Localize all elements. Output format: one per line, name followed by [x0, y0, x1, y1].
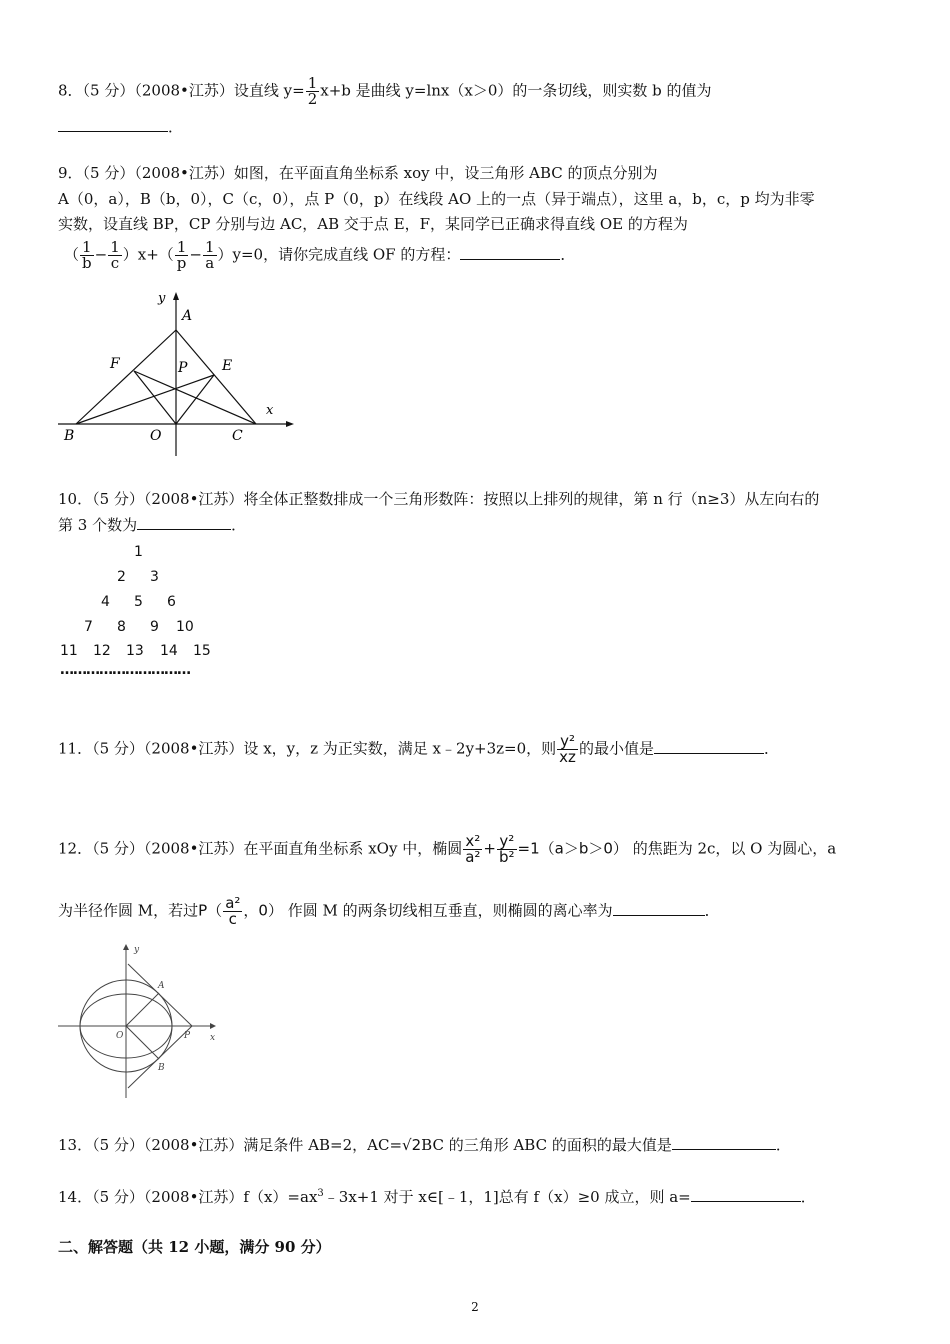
q8-answer-line: ．	[58, 116, 183, 137]
question-12-line2: 为半径作圆 M，若过P（ $\frac{\text{a²}}{c}$ ，0） 作圆 M 的两条切线相互垂直，则椭圆的离心率为 ．	[58, 894, 720, 928]
q12-y-arrow	[123, 944, 129, 950]
q11-fraction: $\frac{\text{y²}}{xz}$	[559, 732, 576, 766]
question-13: 13．（5 分）（2008•江苏）满足条件 AB=2，AC=√2BC 的三角形 ABC 的面积的最大值是 ．	[58, 1136, 791, 1154]
section-2-heading: 二、解答题（共 12 小题，满分 90 分）	[58, 1238, 331, 1256]
q9-segment-AC	[176, 330, 256, 424]
question-8	[58, 76, 712, 107]
tri-r4-c4: 10	[176, 619, 194, 635]
q8-answer-blank[interactable]	[58, 116, 168, 132]
q9-triangle-figure	[58, 288, 298, 460]
q12-label-y: y	[134, 945, 140, 955]
q12-x-arrow	[210, 1023, 216, 1029]
q12-radius-OA	[126, 993, 159, 1026]
q10-line1: 10．（5 分）（2008•江苏）将全体正整数排成一个三角形数阵：按照以上排列的规律，第 n 行（n≥3）从左向右的	[58, 490, 820, 508]
q9-label-x: x	[266, 403, 274, 418]
q9-label-C: C	[232, 428, 243, 444]
tri-r5-c2: 12	[93, 643, 111, 659]
q9-line3: 实数，设直线 BP，CP 分别与边 AC，AB 交于点 E，F，某同学已正确求得直线 OE 的方程为	[58, 215, 688, 233]
q9-segment-BE	[76, 375, 214, 424]
q12-frac-a2c: $\frac{\text{a²}}{c}$	[225, 894, 241, 928]
tri-r3-c3: 6	[167, 594, 176, 610]
page-number: 2	[471, 1300, 479, 1314]
q12-frac-y2b2: $\frac{\text{y²}}{\text{b²}}$	[499, 832, 515, 866]
q9-line1: 9．（5 分）（2008•江苏）如图，在平面直角坐标系 xoy 中，设三角形 ABC 的顶点分别为	[58, 164, 658, 182]
q12-label-x: x	[210, 1033, 216, 1043]
question-12-line1: 12．（5 分）（2008•江苏）在平面直角坐标系 xOy 中，椭圆 $\frac{\text{x²}}{\text{a²}}$ + $\frac{\text{y²}}{\text{b²}}$ =1（a＞b＞0） 的焦距为 2c，以 O 为圆心，a	[58, 832, 837, 866]
tri-r2-c1: 2	[117, 569, 126, 585]
tri-ellipsis: …………………………	[60, 662, 190, 678]
q9-frac-1c: $\frac{1}{c}$	[110, 238, 120, 272]
tri-r4-c3: 9	[150, 619, 159, 635]
tri-r5-c4: 14	[160, 643, 178, 659]
q9-label-y: y	[158, 291, 166, 306]
question-14: 14．（5 分）（2008•江苏）$f(x)=ax^3﹣3x+1$ 对于 x∈[﹣1，1]总有 f（x）≥0 成立，则 a= ．	[58, 1188, 816, 1206]
q12-label-A: A	[158, 981, 165, 991]
q9-x-arrow	[286, 421, 294, 427]
q9-label-O: O	[150, 428, 162, 444]
tri-r2-c2: 3	[150, 569, 159, 585]
q9-label-P: P	[178, 360, 188, 376]
q12-answer-blank[interactable]	[613, 900, 705, 916]
q9-label-B: B	[64, 428, 75, 444]
q9-frac-1b: $\frac{1}{b}$	[82, 238, 92, 272]
q9-answer-blank[interactable]	[460, 244, 560, 260]
q9-equation-line: （ $\frac{1}{b}$ − $\frac{1}{c}$ ）x+（ $\frac{1}{p}$ − $\frac{1}{a}$ ）y=0，请你完成直线 OF 的方程： ．	[64, 238, 576, 272]
tri-r3-c2: 5	[134, 594, 143, 610]
q12-radius-OB	[126, 1026, 159, 1059]
q8-fraction: $\frac{1}{2}$	[307, 74, 318, 108]
tri-r3-c1: 4	[101, 594, 110, 610]
tri-r4-c2: 8	[117, 619, 126, 635]
q9-segment-BA	[76, 330, 176, 424]
q8-prefix: 8．（5 分）（2008•江苏）设直线 y=	[58, 81, 305, 100]
q12-label-O: O	[116, 1031, 124, 1041]
tri-r5-c1: 11	[60, 643, 78, 659]
q9-segment-OF	[134, 371, 176, 424]
q9-label-A: A	[182, 308, 193, 324]
q9-frac-1p: $\frac{1}{p}$	[176, 238, 187, 272]
tri-r5-c5: 15	[193, 643, 211, 659]
q13-answer-blank[interactable]	[672, 1134, 776, 1150]
q14-answer-blank[interactable]	[691, 1186, 801, 1202]
tri-r1-c1: 1	[134, 544, 143, 560]
tri-r5-c3: 13	[126, 643, 144, 659]
q9-line2: A（0，a），B（b，0），C（c，0），点 P（0，p）在线段 AO 上的一点（异于端点），这里 a，b，c，p 均为非零	[58, 190, 815, 208]
q12-label-P: P	[184, 1031, 191, 1041]
tri-r4-c1: 7	[84, 619, 93, 635]
q11-answer-blank[interactable]	[654, 738, 764, 754]
q12-label-B: B	[158, 1063, 165, 1073]
q9-y-arrow	[173, 292, 179, 300]
q8-suffix: x+b 是曲线 y=lnx（x＞0）的一条切线，则实数 b 的值为	[320, 81, 712, 100]
q9-label-E: E	[222, 358, 233, 374]
q12-frac-x2a2: $\frac{\text{x²}}{\text{a²}}$	[465, 832, 481, 866]
q9-frac-1a: $\frac{1}{a}$	[204, 238, 215, 272]
q10-line2: 第 3 个数为 ．	[58, 516, 247, 534]
question-11: 11．（5 分）（2008•江苏）设 x，y，z 为正实数，满足 x﹣2y+3z=0，则 $\frac{\text{y²}}{xz}$ 的最小值是 ．	[58, 732, 779, 766]
q10-answer-blank[interactable]	[137, 514, 231, 530]
q9-label-F: F	[110, 356, 120, 372]
q12-ellipse-figure	[58, 942, 228, 1102]
